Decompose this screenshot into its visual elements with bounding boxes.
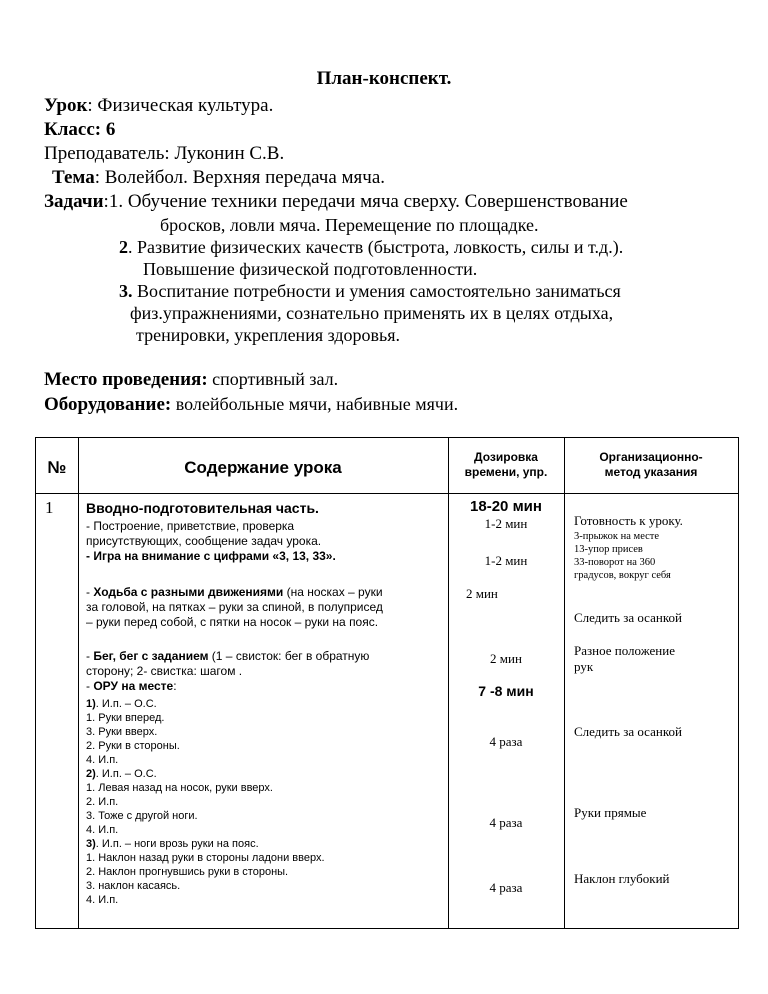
- task-3-text-cont-2: тренировки, укрепления здоровья.: [136, 325, 401, 345]
- dose-value: 2 мин: [466, 586, 498, 601]
- content-p3: [86, 585, 383, 630]
- content-p1: [86, 519, 321, 549]
- exercise-2-head-text: . И.п. – О.С.: [95, 768, 157, 780]
- exercise-item: 3. Руки вверх.: [86, 726, 158, 738]
- org-game-notes: [574, 530, 671, 582]
- task-1-text: . Обучение техники передачи мяча сверху. Совершенствование: [118, 191, 628, 212]
- content-p4: [86, 649, 369, 694]
- header-org-line-1: Организационно-: [599, 450, 703, 464]
- content-p5-rest: :: [173, 679, 177, 693]
- exercise-item: 3. наклон касаясь.: [86, 880, 181, 892]
- dose-ory-total: 7 -8 мин: [478, 683, 534, 699]
- exercise-2-head: [86, 767, 325, 781]
- org-note: Готовность к уроку.: [574, 513, 683, 528]
- task-2-line: [119, 237, 623, 258]
- lesson-line: [44, 95, 273, 117]
- page-title: План-конспект.: [316, 68, 452, 89]
- content-p3-line-1: [86, 585, 383, 600]
- header-content: Содержание урока: [184, 458, 342, 477]
- task-3-line: [119, 281, 621, 302]
- org-note: Наклон глубокий: [574, 871, 670, 886]
- org-note-line-1: Разное положение: [574, 643, 675, 658]
- task-3-text: Воспитание потребности и умения самостоятельно заниматься: [132, 281, 621, 301]
- exercise-2-num: 2): [86, 768, 96, 780]
- task-1-number: :1: [103, 191, 119, 212]
- exercise-3-head-text: . И.п. – ноги врозь руки на пояс.: [95, 838, 259, 850]
- table-divider: [78, 438, 79, 928]
- equipment-value: волейбольные мячи, набивные мячи.: [171, 394, 459, 414]
- teacher-line: Преподаватель: Луконин С.В.: [44, 143, 285, 164]
- content-p3-prefix: -: [86, 585, 94, 599]
- exercise-3-num: 3): [86, 838, 96, 850]
- dose-value: 2 мин: [490, 651, 522, 666]
- content-p4-prefix: -: [86, 649, 94, 663]
- content-p4-rest: (1 – свисток: бег в обратную: [208, 649, 370, 663]
- content-p4-line-1: [86, 649, 369, 664]
- exercise-item: 1. Наклон назад руки в стороны ладони вверх.: [86, 852, 325, 864]
- exercise-1-num: 1): [86, 698, 96, 710]
- org-note: Руки прямые: [574, 805, 647, 820]
- content-p1-line-1: - Построение, приветствие, проверка: [86, 519, 295, 533]
- dose-value: 1-2 мин: [484, 553, 528, 568]
- exercise-item: 4. И.п.: [86, 894, 119, 906]
- exercise-1-head: [86, 697, 325, 711]
- org-game-note: 13-упор присев: [574, 544, 643, 555]
- place-line: [44, 369, 338, 391]
- header-dose: [448, 450, 564, 480]
- task-2-text-cont: Повышение физической подготовленности.: [143, 259, 478, 279]
- place-value: спортивный зал.: [207, 369, 339, 389]
- task-3-number: 3.: [119, 281, 133, 301]
- lesson-table: [35, 437, 739, 929]
- topic-label: Тема: [52, 167, 95, 188]
- topic-value: : Волейбол. Верхняя передача мяча.: [94, 167, 386, 188]
- equipment-line: [44, 394, 458, 416]
- header-dose-line-2: времени, упр.: [464, 465, 548, 479]
- exercise-list: [86, 697, 325, 907]
- task-3-text-cont-1: физ.упражнениями, сознательно применять их в целях отдыха,: [130, 303, 614, 323]
- exercise-1-head-text: . И.п. – О.С.: [95, 698, 157, 710]
- table-divider: [564, 438, 565, 928]
- content-p3-line-2: за головой, на пятках – руки за спиной, в полуприсед: [86, 600, 383, 614]
- dose-value: 1-2 мин: [484, 516, 528, 531]
- content-p3-rest: (на носках – руки: [283, 585, 383, 599]
- tasks-label: Задачи: [44, 191, 104, 212]
- table-divider: [36, 493, 738, 494]
- org-note: Следить за осанкой: [574, 610, 682, 625]
- grade-line: Класс: 6: [44, 119, 116, 140]
- exercise-3-head: [86, 837, 325, 851]
- exercise-item: 2. И.п.: [86, 796, 119, 808]
- org-game-note: 33-поворот на 360: [574, 557, 656, 568]
- exercise-item: 4. И.п.: [86, 824, 119, 836]
- equipment-label: Оборудование:: [44, 394, 172, 415]
- header-org: [564, 450, 738, 480]
- place-label: Место проведения:: [44, 369, 208, 390]
- task-1-text-cont: бросков, ловли мяча. Перемещение по площадке.: [160, 215, 539, 235]
- content-p4-line-2: сторону; 2- свистка: шагом .: [86, 664, 243, 678]
- exercise-item: 1. Руки вперед.: [86, 712, 165, 724]
- header-org-line-2: метод указания: [604, 465, 698, 479]
- header-number: №: [47, 458, 67, 477]
- header-dose-line-1: Дозировка: [474, 450, 538, 464]
- exercise-item: 4. И.п.: [86, 754, 119, 766]
- org-game-note: градусов, вокруг себя: [574, 570, 671, 581]
- org-game-note: 3-прыжок на месте: [574, 531, 660, 542]
- content-p5-prefix: -: [86, 679, 94, 693]
- content-p1-line-2: присутствующих, сообщение задач урока.: [86, 534, 322, 548]
- org-note: [574, 643, 675, 675]
- task-2-text: . Развитие физических качеств (быстрота, ловкость, силы и т.д.).: [128, 237, 624, 257]
- tasks-line-1: [44, 191, 628, 213]
- content-p3-bold: Ходьба с разными движениями: [93, 585, 284, 599]
- exercise-item: 2. Наклон прогнувшись руки в стороны.: [86, 866, 289, 878]
- content-p4-bold: Бег, бег с заданием: [93, 649, 209, 663]
- dose-total: 18-20 мин: [470, 498, 542, 515]
- exercise-item: 3. Тоже с другой ноги.: [86, 810, 198, 822]
- exercise-item: 1. Левая назад на носок, руки вверх.: [86, 782, 273, 794]
- dose-value: 4 раза: [489, 815, 523, 830]
- section-title: Вводно-подготовительная часть.: [86, 500, 319, 516]
- content-p2: - Игра на внимание с цифрами «3, 13, 33».: [86, 549, 336, 563]
- lesson-value: : Физическая культура.: [87, 95, 274, 116]
- content-p3-line-3: – руки перед собой, с пятки на носок – руки на пояс.: [86, 615, 379, 629]
- org-note-line-2: рук: [574, 659, 594, 674]
- topic-line: [52, 167, 385, 189]
- exercise-item: 2. Руки в стороны.: [86, 740, 180, 752]
- task-2-number: 2: [119, 237, 128, 257]
- lesson-label: Урок: [44, 95, 88, 116]
- dose-value: 4 раза: [489, 880, 523, 895]
- content-p5: [86, 679, 369, 694]
- row-number: 1: [45, 498, 54, 517]
- dose-value: 4 раза: [489, 734, 523, 749]
- org-note: Следить за осанкой: [574, 724, 682, 739]
- content-p5-bold: ОРУ на месте: [93, 679, 174, 693]
